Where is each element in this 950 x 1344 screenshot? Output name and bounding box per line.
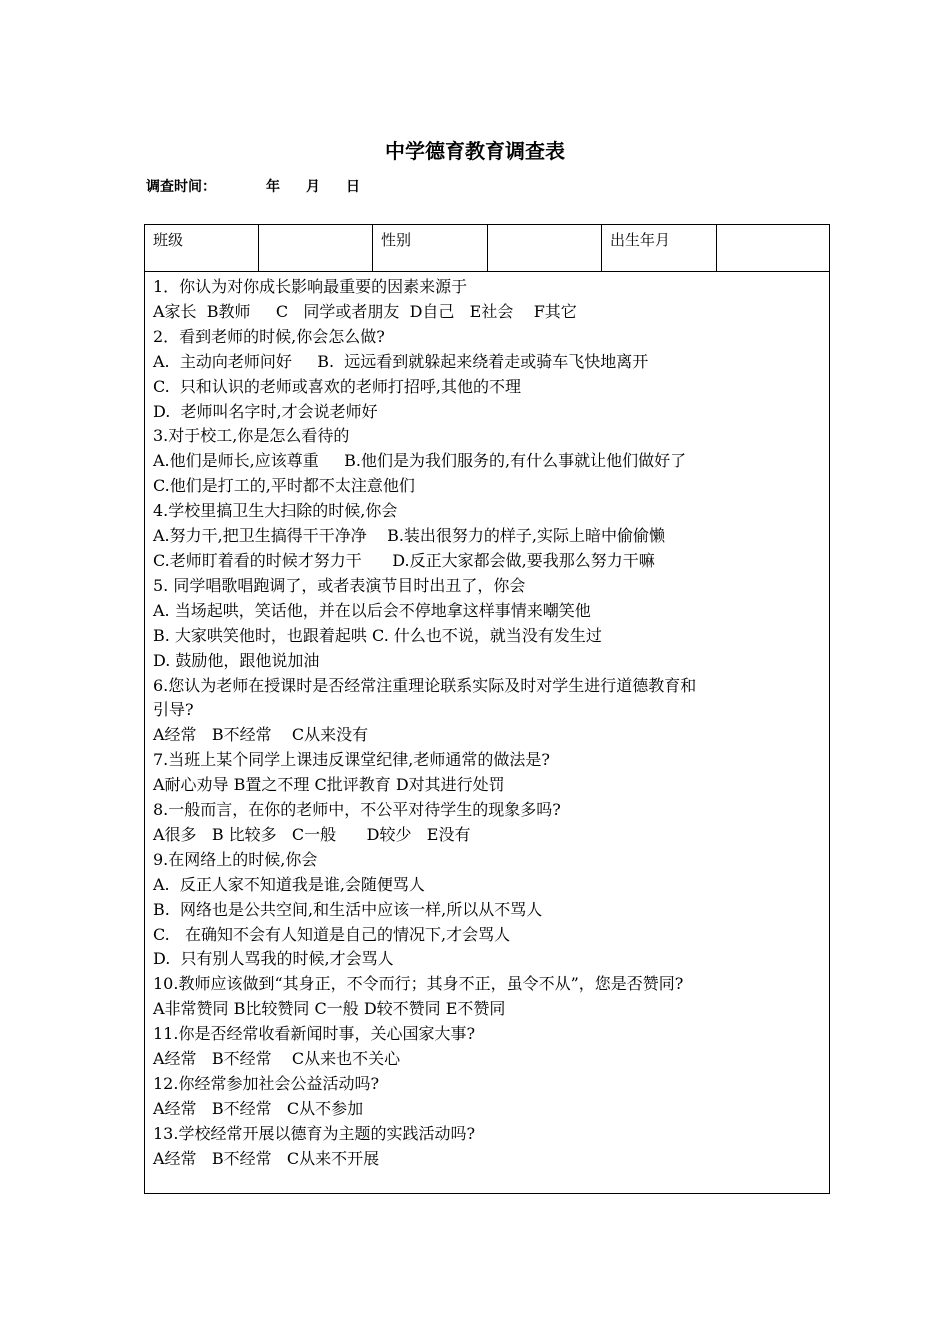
question-line: A经常 B不经常 C从来也不关心	[153, 1049, 401, 1069]
question-line: D. 鼓励他，跟他说加油	[153, 650, 320, 670]
question-line: A非常赞同 B比较赞同 C一般 D较不赞同 E不赞同	[153, 999, 506, 1019]
questions-body	[145, 272, 829, 1172]
survey-year-label: 年	[266, 179, 280, 195]
question-line: A经常 B不经常 C从不参加	[153, 1098, 364, 1118]
gender-field[interactable]	[488, 225, 602, 271]
question-line: 7.当班上某个同学上课违反课堂纪律,老师通常的做法是?	[153, 750, 550, 770]
survey-month-label: 月	[306, 179, 320, 195]
birth-date-field[interactable]	[717, 225, 829, 271]
question-line: 3.对于校工,你是怎么看待的	[153, 426, 350, 446]
question-line: 2．看到老师的时候,你会怎么做?	[153, 326, 385, 346]
question-line: 12.你经常参加社会公益活动吗?	[153, 1074, 380, 1093]
survey-table	[144, 224, 830, 1194]
survey-time-label: 调查时间：	[146, 179, 216, 195]
question-line: D. 老师叫名字时,才会说老师好	[153, 401, 378, 421]
question-line: 1．你认为对你成长影响最重要的因素来源于	[153, 277, 468, 296]
question-line: 13.学校经常开展以德育为主题的实践活动吗?	[153, 1123, 476, 1143]
question-line: A很多 B 比较多 C一般 D较少 E没有	[153, 824, 471, 844]
question-line: 引导?	[153, 700, 194, 720]
question-line: C.他们是打工的,平时都不太注意他们	[153, 476, 415, 496]
question-line: A. 当场起哄，笑话他，并在以后会不停地拿这样事情来嘲笑他	[153, 600, 591, 620]
question-line: 4.学校里搞卫生大扫除的时候,你会	[153, 501, 398, 521]
question-line: D. 只有别人骂我的时候,才会骂人	[153, 949, 394, 969]
question-line: 11.你是否经常收看新闻时事，关心国家大事?	[153, 1024, 476, 1044]
question-line: 9.在网络上的时候,你会	[153, 849, 318, 869]
question-line: 6.您认为老师在授课时是否经常注重理论联系实际及时对学生进行道德教育和	[153, 675, 697, 695]
student-info-row	[145, 225, 829, 272]
question-line: A家长 B教师 C 同学或者朋友 D自己 E社会 F其它	[153, 301, 577, 321]
class-label: 班级	[145, 225, 259, 271]
question-line: B. 大家哄笑他时，也跟着起哄 C. 什么也不说，就当没有发生过	[153, 625, 602, 645]
question-line: 10.教师应该做到“其身正，不令而行；其身不正，虽令不从”，您是否赞同?	[153, 974, 684, 994]
question-line: A经常 B不经常 C从来没有	[153, 725, 369, 745]
question-line: A.努力干,把卫生搞得干干净净 B.装出很努力的样子,实际上暗中偷偷懒	[153, 526, 666, 546]
question-line: A. 主动向老师问好 B. 远远看到就躲起来绕着走或骑车飞快地离开	[153, 351, 649, 371]
question-line: 5. 同学唱歌唱跑调了，或者表演节目时出丑了，你会	[153, 575, 526, 595]
birth-date-label: 出生年月	[602, 225, 717, 271]
question-line: A. 反正人家不知道我是谁,会随便骂人	[153, 874, 425, 894]
question-line: C. 在确知不会有人知道是自己的情况下,才会骂人	[153, 924, 511, 944]
survey-day-label: 日	[346, 179, 360, 195]
question-line: A耐心劝导 B置之不理 C批评教育 D对其进行处罚	[153, 775, 505, 795]
question-line: A.他们是师长,应该尊重 B.他们是为我们服务的,有什么事就让他们做好了	[153, 451, 687, 471]
survey-time-row	[146, 176, 360, 198]
question-line: B. 网络也是公共空间,和生活中应该一样,所以从不骂人	[153, 899, 543, 919]
question-line: C. 只和认识的老师或喜欢的老师打招呼,其他的不理	[153, 376, 522, 396]
gender-label: 性别	[373, 225, 488, 271]
question-line: A经常 B不经常 C从来不开展	[153, 1148, 380, 1168]
page-title: 中学德育教育调查表	[385, 139, 565, 163]
question-line: C.老师盯着看的时候才努力干 D.反正大家都会做,要我那么努力干嘛	[153, 550, 655, 570]
question-line: 8.一般而言，在你的老师中，不公平对待学生的现象多吗?	[153, 800, 561, 820]
class-field[interactable]	[259, 225, 373, 271]
